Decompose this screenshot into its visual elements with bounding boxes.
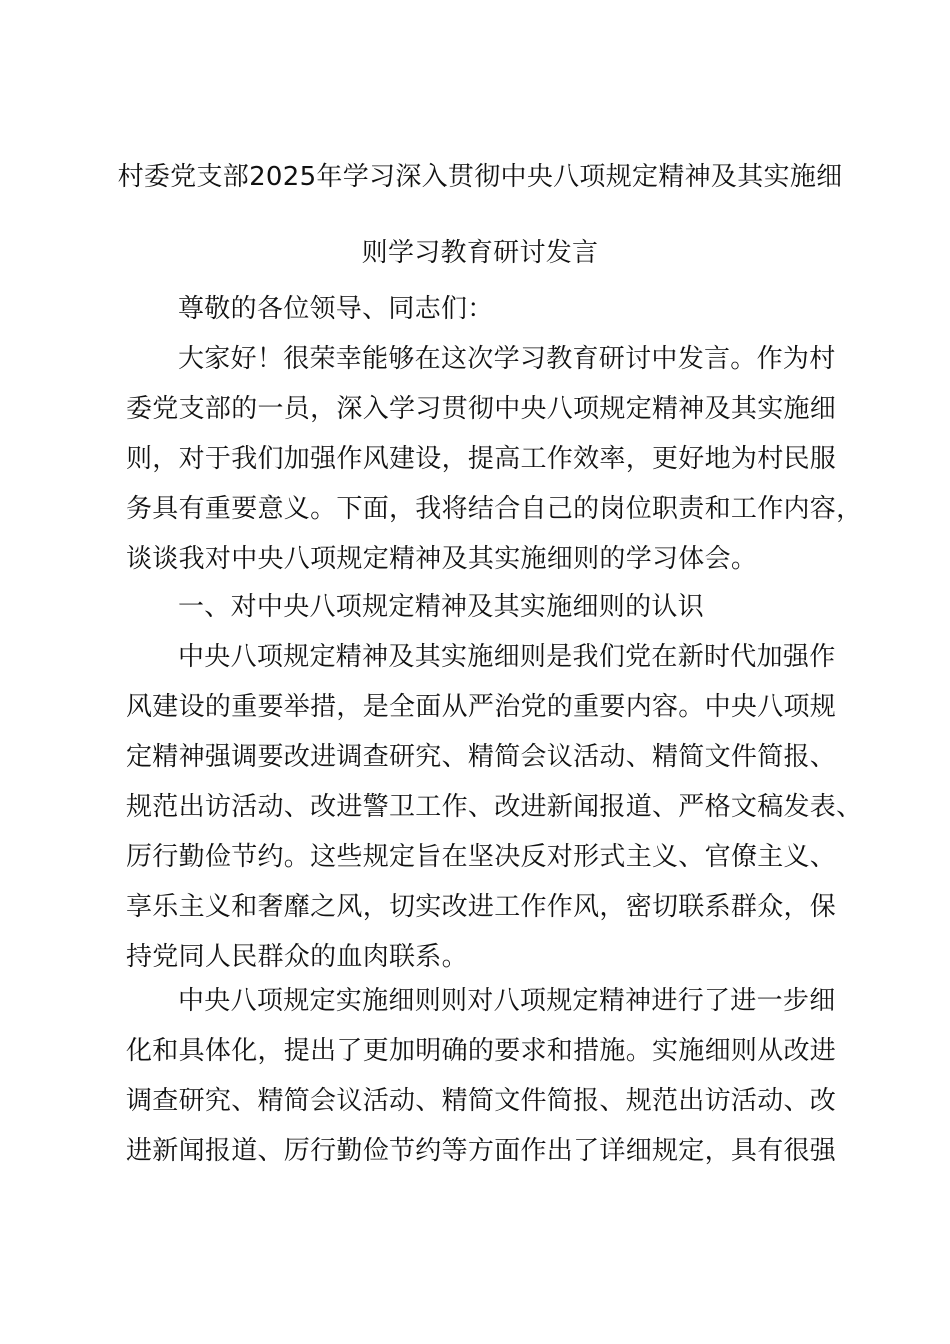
salutation: 尊敬的各位领导、同志们： xyxy=(178,294,494,324)
paragraph-line: 规范出访活动、改进警卫工作、改进新闻报道、严格文稿发表、 xyxy=(126,792,863,822)
paragraph-line: 则，对于我们加强作风建设，提高工作效率，更好地为村民服 xyxy=(126,444,837,474)
paragraph-line: 中央八项规定精神及其实施细则是我们党在新时代加强作 xyxy=(178,642,836,672)
paragraph-line: 谈谈我对中央八项规定精神及其实施细则的学习体会。 xyxy=(126,544,758,574)
paragraph-line: 进新闻报道、厉行勤俭节约等方面作出了详细规定，具有很强 xyxy=(126,1136,837,1166)
document-title-line-1: 村委党支部2025年学习深入贯彻中央八项规定精神及其实施细 xyxy=(117,162,843,192)
paragraph-line: 定精神强调要改进调查研究、精简会议活动、精简文件简报、 xyxy=(126,742,837,772)
paragraph-understanding xyxy=(126,632,866,982)
paragraph-intro xyxy=(126,334,866,584)
paragraph-line: 务具有重要意义。下面，我将结合自己的岗位职责和工作内容， xyxy=(126,494,863,524)
paragraph-line: 中央八项规定实施细则则对八项规定精神进行了进一步细 xyxy=(178,986,836,1016)
paragraph-line: 大家好！很荣幸能够在这次学习教育研讨中发言。作为村 xyxy=(178,344,836,374)
paragraph-line: 委党支部的一员，深入学习贯彻中央八项规定精神及其实施细 xyxy=(126,394,837,424)
section-heading-1 xyxy=(126,582,866,632)
paragraph-line: 调查研究、精简会议活动、精简文件简报、规范出访活动、改 xyxy=(126,1086,837,1116)
paragraph-line: 化和具体化，提出了更加明确的要求和措施。实施细则从改进 xyxy=(126,1036,837,1066)
section-heading-text: 一、对中央八项规定精神及其实施细则的认识 xyxy=(178,592,705,622)
paragraph-line: 持党同人民群众的血肉联系。 xyxy=(126,942,468,972)
paragraph-line: 享乐主义和奢靡之风，切实改进工作作风，密切联系群众，保 xyxy=(126,892,837,922)
document-title-line-2: 则学习教育研讨发言 xyxy=(361,238,599,268)
paragraph-implementation xyxy=(126,976,866,1176)
paragraph-line: 风建设的重要举措，是全面从严治党的重要内容。中央八项规 xyxy=(126,692,837,722)
paragraph-line: 厉行勤俭节约。这些规定旨在坚决反对形式主义、官僚主义、 xyxy=(126,842,837,872)
